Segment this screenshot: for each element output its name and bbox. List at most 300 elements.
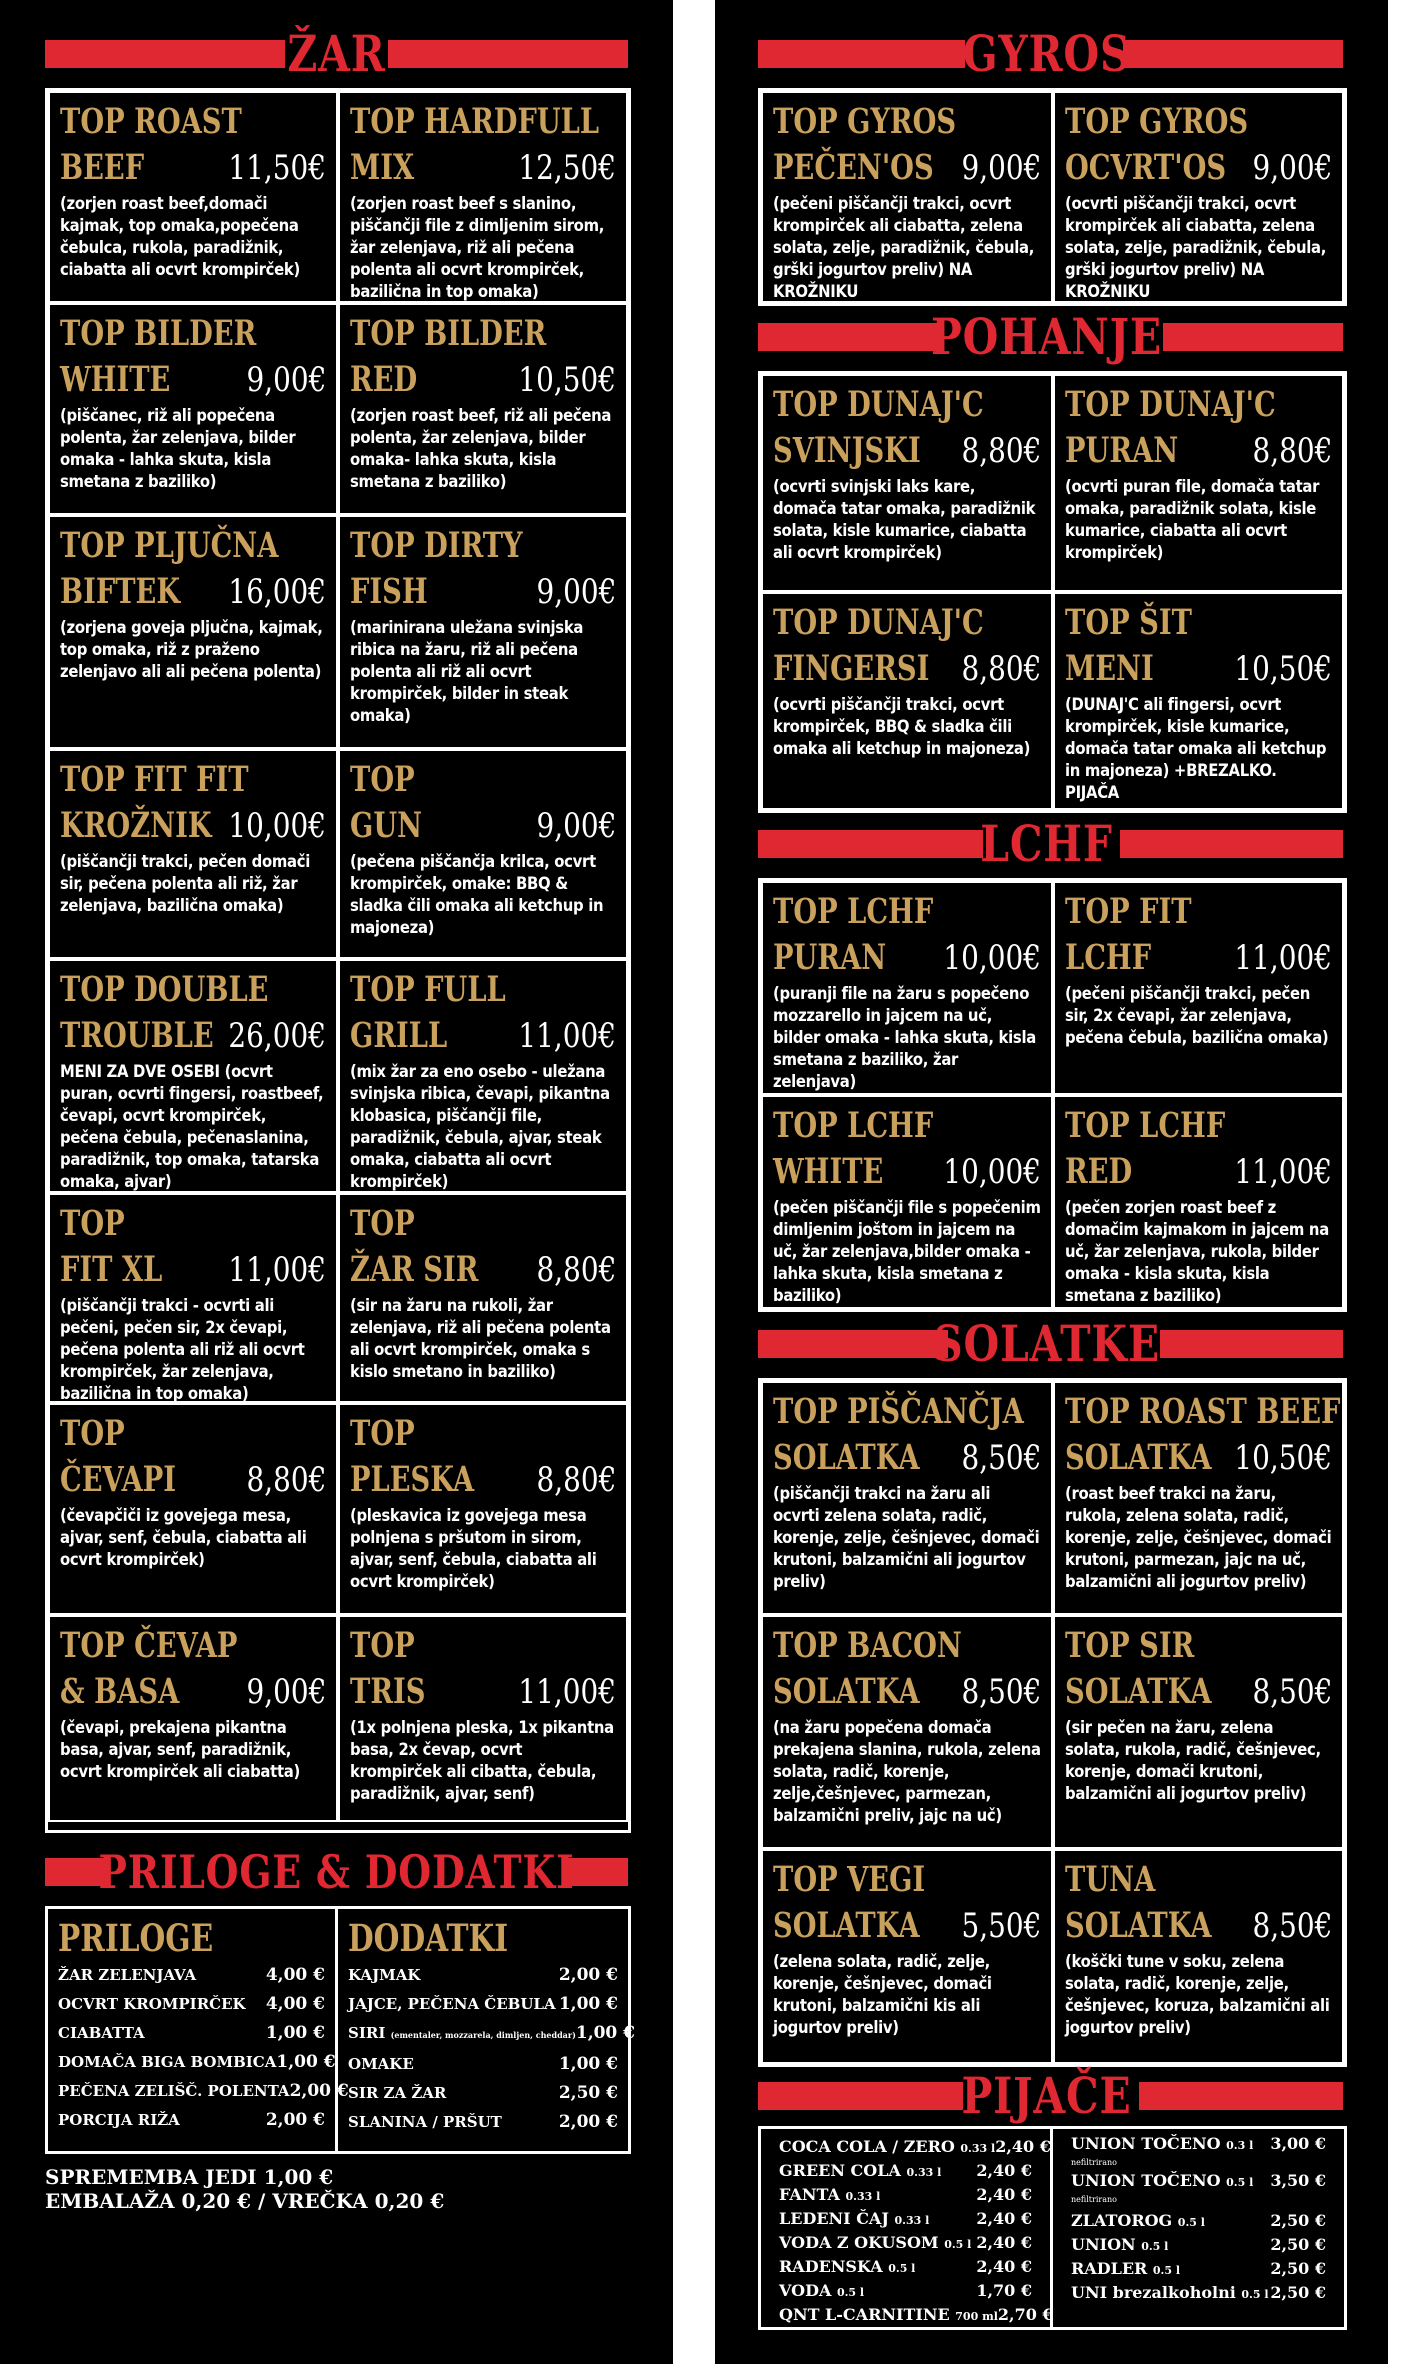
price-row xyxy=(348,1990,618,2019)
item-name: TOP BILDER xyxy=(60,313,257,354)
drink-row xyxy=(779,2137,1051,2159)
item-description: (ocvrti piščančji trakci, ocvrt krompirček, BBQ & sladka čili omaka ali ketchup in majoneza) xyxy=(773,695,1031,758)
section-header-solatke xyxy=(715,1314,1388,1373)
item-description: (čevapi, prekajena pikantna basa, ajvar, senf, paradižnik, ocvrt krompirček ali ciabatta) xyxy=(60,1718,300,1781)
section-title: SOLATKE xyxy=(933,1314,1160,1373)
menu-item xyxy=(1053,881,1344,1095)
item-name: MENI xyxy=(1065,648,1154,689)
price-row-name: SIRI (ementaler, mozzarela, dimljen, cheddar) xyxy=(348,2024,576,2042)
item-price: 12,50€ xyxy=(518,148,616,188)
item-name-line-2 xyxy=(773,145,1041,191)
drink-row xyxy=(779,2305,1054,2327)
menu-item xyxy=(1053,1095,1344,1309)
item-name: SOLATKA xyxy=(1065,1437,1212,1478)
item-name: TOP BACON xyxy=(773,1625,962,1666)
item-price: 11,50€ xyxy=(228,148,326,188)
price-row xyxy=(58,1961,325,1990)
drink-row xyxy=(779,2257,1032,2279)
item-name-line-2 xyxy=(1065,1435,1332,1481)
item-description: (roast beef trakci na žaru, rukola, zelena solata, radič, korenje, zelje, češnjevec, domači krutoni, parmezan, jajc na uč, balzamični ali jogurtov preliv) xyxy=(1065,1484,1332,1591)
drink-note: nefiltrirano xyxy=(1071,2195,1117,2204)
drink-name: UNION TOČENO 0.3 l nefiltrirano xyxy=(1071,2134,1254,2167)
item-price: 11,00€ xyxy=(1234,938,1332,978)
price-row-name: PORCIJA RIŽA xyxy=(58,2111,180,2129)
lchf-grid xyxy=(758,878,1347,1312)
price-row-name: JAJCE, PEČENA ČEBULA xyxy=(348,1995,556,2013)
item-description: (pečen piščančji file s popečenim dimljenim joštom in jajcem na uč, žar zelenjava,bilder omaka - lahka skuta, kisla smetana z baziliko) xyxy=(773,1198,1041,1305)
item-description: (sir pečen na žaru, zelena solata, rukola, radič, češnjevec, korenje, domači krutoni, balzamični ali jogurtov preliv) xyxy=(1065,1718,1321,1803)
drinks-soft-list xyxy=(761,2129,1053,2327)
price-row xyxy=(58,2077,349,2106)
price-row-price: 1,00 € xyxy=(558,1994,618,2014)
item-name-line-2 xyxy=(350,145,616,191)
item-price: 9,00€ xyxy=(536,806,616,846)
item-name: SOLATKA xyxy=(1065,1671,1212,1712)
item-price: 10,50€ xyxy=(1234,1438,1332,1478)
drink-row xyxy=(1071,2259,1326,2281)
menu-panel-right xyxy=(715,0,1388,2364)
price-row-name: KAJMAK xyxy=(348,1966,421,1984)
drink-price: 2,40 € xyxy=(976,2257,1032,2276)
item-name: BIFTEK xyxy=(60,571,181,612)
item-name-line-2 xyxy=(60,1013,326,1059)
item-name: TOP xyxy=(350,759,415,800)
item-name: MIX xyxy=(350,147,415,188)
price-row-price: 2,00 € xyxy=(265,2110,325,2130)
item-name: TRIS xyxy=(350,1671,426,1712)
dodatki-box xyxy=(338,1909,636,2151)
item-name-line-2 xyxy=(773,1435,1041,1481)
price-row-price: 1,00 € xyxy=(558,2054,618,2074)
price-row xyxy=(58,2106,325,2135)
section-header-zar xyxy=(0,24,673,83)
item-name-line-2 xyxy=(350,803,616,849)
item-name-line-2 xyxy=(60,803,326,849)
item-name: FINGERSI xyxy=(773,648,930,689)
item-name: PURAN xyxy=(1065,430,1179,471)
item-description: (čevapčiči iz govejega mesa, ajvar, senf, čebula, ciabatta ali ocvrt krompirček) xyxy=(60,1506,307,1569)
item-description: (zelena solata, radič, zelje, korenje, češnjevec, domači krutoni, balzamični kis ali jogurtov preliv) xyxy=(773,1952,992,2037)
item-name: TOP xyxy=(60,1413,125,1454)
item-description: (pečeni piščančji trakci, ocvrt krompirček ali ciabatta, zelena solata, zelje, paradižnik, čebula, grški jogurtov preliv) NA KROŽNIKU xyxy=(773,194,1035,301)
item-description: (pečeni piščančji trakci, pečen sir, 2x čevapi, žar zelenjava, pečena čebula, bazilična omaka) xyxy=(1065,984,1329,1047)
menu-item xyxy=(1053,1381,1344,1615)
drink-price: 2,40 € xyxy=(976,2185,1032,2204)
item-name: TOP LCHF xyxy=(773,891,934,932)
item-name-line-2 xyxy=(773,1149,1041,1195)
item-description: (DUNAJ'C ali fingersi, ocvrt krompirček, kisle kumarice, domača tatar omaka ali ketchup in majoneza) +BREZALKO. PIJAČA xyxy=(1065,695,1327,802)
item-name-line-2 xyxy=(1065,935,1332,981)
item-price: 8,80€ xyxy=(961,431,1041,471)
item-price: 8,50€ xyxy=(961,1672,1041,1712)
section-title: ŽAR xyxy=(287,24,386,83)
item-description: (mix žar za eno osebo - uležana svinjska ribica, čevapi, pikantna klobasica, piščančji file, paradižnik, čebula, ajvar, steak omaka, ciabatta ali ocvrt krompirček) xyxy=(350,1062,610,1191)
drink-row xyxy=(1071,2235,1326,2257)
item-description: MENI ZA DVE OSEBI (ocvrt puran, ocvrti fingersi, roastbeef, čevapi, ocvrt krompirček, pečena čebula, pečenaslanina, paradižnik, top omaka, tatarska omaka, ajvar) xyxy=(60,1062,324,1191)
menu-item xyxy=(1053,1849,1344,2064)
item-description: (puranji file na žaru s popečeno mozzarello in jajcem na uč, bilder omaka - lahka skuta, kisla smetana z baziliko, žar zelenjava) xyxy=(773,984,1036,1091)
gyros-grid xyxy=(758,88,1347,306)
drink-volume: 0.5 l xyxy=(1226,2176,1254,2189)
item-name: SOLATKA xyxy=(773,1671,920,1712)
menu-item xyxy=(48,959,338,1193)
item-price: 11,00€ xyxy=(518,1672,616,1712)
item-name: TOP GYROS xyxy=(1065,101,1249,142)
drink-row xyxy=(779,2281,1032,2303)
item-description: (piščanec, riž ali popečena polenta, žar zelenjava, bilder omaka - lahka skuta, kisla smetana z baziliko) xyxy=(60,406,296,491)
drink-volume: 0.33 l xyxy=(894,2214,930,2227)
item-price: 9,00€ xyxy=(536,572,616,612)
item-name: TOP PIŠČANČJA xyxy=(773,1391,1024,1432)
item-description: (pečen zorjen roast beef z domačim kajmakom in jajcem na uč, žar zelenjava, rukola, bilder omaka - kisla skuta, kisla smetana z baziliko) xyxy=(1065,1198,1329,1305)
section-title: POHANJE xyxy=(931,307,1162,366)
item-name: TOP GYROS xyxy=(773,101,957,142)
drink-name: VODA 0.5 l xyxy=(779,2281,865,2300)
drink-volume: 0.33 l xyxy=(960,2142,996,2155)
item-price: 11,00€ xyxy=(518,1016,616,1056)
price-row xyxy=(348,1961,618,1990)
price-row-name: DOMAČA BIGA BOMBICA xyxy=(58,2053,277,2071)
item-name: TOP DUNAJ'C xyxy=(773,602,984,643)
solatke-grid xyxy=(758,1378,1347,2067)
price-row xyxy=(348,2108,618,2137)
item-price: 8,80€ xyxy=(961,649,1041,689)
item-name: FISH xyxy=(350,571,428,612)
item-name: FIT XL xyxy=(60,1249,163,1290)
item-name: TOP HARDFULL xyxy=(350,101,600,142)
drink-name: UNI brezalkoholni 0.5 l xyxy=(1071,2283,1269,2302)
drink-price: 3,00 € xyxy=(1270,2134,1326,2153)
item-name: TOP BILDER xyxy=(350,313,547,354)
item-price: 10,00€ xyxy=(943,1152,1041,1192)
price-row-price: 2,00 € xyxy=(558,2112,618,2132)
menu-item xyxy=(761,1381,1053,1615)
price-row-price: 1,00 € xyxy=(575,2023,636,2043)
drink-price: 2,50 € xyxy=(1270,2211,1326,2230)
item-description: (zorjen roast beef s slanino, piščančji file z dimljenim sirom, žar zelenjava, riž ali pečena polenta ali ocvrt krompirček, bazilična in top omaka) xyxy=(350,194,605,301)
menu-item xyxy=(761,592,1053,810)
item-name: KROŽNIK xyxy=(60,805,212,846)
price-row-price: 4,00 € xyxy=(265,1994,325,2014)
item-price: 26,00€ xyxy=(228,1016,326,1056)
item-price: 8,50€ xyxy=(1252,1906,1332,1946)
item-name-line-2 xyxy=(1065,1149,1332,1195)
priloge-heading: PRILOGE xyxy=(58,1916,214,1960)
menu-item xyxy=(338,1615,628,1822)
item-price: 10,00€ xyxy=(943,938,1041,978)
item-name-line-2 xyxy=(1065,1903,1332,1949)
item-price: 10,00€ xyxy=(228,806,326,846)
item-name-line-2 xyxy=(60,569,326,615)
item-description: (ocvrti svinjski laks kare, domača tatar omaka, paradižnik solata, kisle kumarice, ciabatta ali ocvrt krompirček) xyxy=(773,477,1036,562)
price-row-name: OMAKE xyxy=(348,2055,414,2073)
item-name: PLESKA xyxy=(350,1459,475,1500)
item-name: PURAN xyxy=(773,937,887,978)
item-description: (pečena piščančja krilca, ocvrt krompirček, omake: BBQ & sladka čili omaka ali ketchup in majoneza) xyxy=(350,852,604,937)
drink-volume: 0.5 l xyxy=(1177,2216,1205,2229)
drink-name: COCA COLA / ZERO 0.33 l xyxy=(779,2137,996,2156)
item-name: PEČEN'OS xyxy=(773,147,934,188)
item-description: (na žaru popečena domača prekajena slanina, rukola, zelena solata, radič, korenje, zelje,češnjevec, parmezan, balzamični preliv, jajc na uč) xyxy=(773,1718,1041,1825)
item-name: ŽAR SIR xyxy=(350,1249,479,1290)
item-name-line-2 xyxy=(350,569,616,615)
item-name: SOLATKA xyxy=(773,1905,920,1946)
item-description: (pleskavica iz govejega mesa polnjena s pršutom in sirom, ajvar, senf, čebula, ciabatta ali ocvrt krompirček) xyxy=(350,1506,597,1591)
item-name: TOP LCHF xyxy=(773,1105,934,1146)
price-row-name: OCVRT KROMPIRČEK xyxy=(58,1995,246,2013)
menu-item xyxy=(48,749,338,959)
drink-volume: 0.5 l xyxy=(836,2286,865,2299)
menu-item xyxy=(338,959,628,1193)
drink-name: ZLATOROG 0.5 l xyxy=(1071,2211,1205,2230)
item-description: (piščančji trakci, pečen domači sir, pečena polenta ali riž, žar zelenjava, bazilična omaka) xyxy=(60,852,311,915)
item-name-line-2 xyxy=(350,1247,616,1293)
item-name: & BASA xyxy=(60,1671,180,1712)
menu-item xyxy=(1053,1615,1344,1849)
price-row-name: SIR ZA ŽAR xyxy=(348,2084,447,2102)
item-description: (ocvrti piščančji trakci, ocvrt krompirček ali ciabatta, zelena solata, zelje, paradižnik, čebula, grški jogurtov preliv) NA KROŽNIKU xyxy=(1065,194,1327,301)
item-name: TOP VEGI xyxy=(773,1859,926,1900)
dodatki-list xyxy=(348,1961,636,2137)
item-price: 9,00€ xyxy=(1252,148,1332,188)
item-description: (marinirana uležana svinjska ribica na žaru, riž ali pečena polenta ali riž ali ocvrt krompirček, bilder in steak omaka) xyxy=(350,618,584,725)
price-row-name: SLANINA / PRŠUT xyxy=(348,2113,502,2131)
drink-name: UNION 0.5 l xyxy=(1071,2235,1169,2254)
drink-volume: 0.33 l xyxy=(845,2190,881,2203)
item-name: TOP FULL xyxy=(350,969,506,1010)
footer-line-1: SPREMEMBA JEDI 1,00 € xyxy=(45,2165,334,2189)
item-name: TOP ROAST BEEF xyxy=(1065,1391,1341,1432)
menu-item xyxy=(761,1095,1053,1309)
price-row xyxy=(58,2019,325,2048)
menu-item xyxy=(48,91,338,303)
item-name: TOP ČEVAP xyxy=(60,1625,238,1666)
item-name-line-2 xyxy=(773,935,1041,981)
item-name: ČEVAPI xyxy=(60,1459,177,1500)
item-name-line-2 xyxy=(773,646,1041,692)
drink-price: 3,50 € xyxy=(1270,2171,1326,2190)
item-price: 8,80€ xyxy=(536,1460,616,1500)
price-row-price: 1,00 € xyxy=(276,2052,336,2072)
item-price: 9,00€ xyxy=(246,360,326,400)
menu-item xyxy=(761,1615,1053,1849)
drink-price: 2,40 € xyxy=(995,2137,1051,2156)
drink-volume: 700 ml xyxy=(955,2310,998,2323)
item-price: 9,00€ xyxy=(246,1672,326,1712)
drink-note: nefiltrirano xyxy=(1071,2158,1117,2167)
item-price: 11,00€ xyxy=(228,1250,326,1290)
price-row-price: 2,00 € xyxy=(289,2081,349,2101)
item-description: (sir na žaru na rukoli, žar zelenjava, riž ali pečena polenta ali ocvrt krompirček, omaka s kislo smetano in baziliko) xyxy=(350,1296,611,1381)
drink-row xyxy=(1071,2134,1326,2170)
item-name-line-2 xyxy=(1065,145,1332,191)
item-name-line-2 xyxy=(60,1247,326,1293)
drink-name: RADENSKA 0.5 l xyxy=(779,2257,916,2276)
item-name: SVINJSKI xyxy=(773,430,921,471)
menu-item xyxy=(338,91,628,303)
drink-name: GREEN COLA 0.33 l xyxy=(779,2161,942,2180)
pohanje-grid xyxy=(758,371,1347,813)
item-price: 9,00€ xyxy=(961,148,1041,188)
price-row xyxy=(58,1990,325,2019)
drink-volume: 0.5 l xyxy=(1241,2288,1269,2301)
item-name-line-2 xyxy=(1065,646,1332,692)
menu-item xyxy=(1053,592,1344,810)
item-name: TROUBLE xyxy=(60,1015,214,1056)
item-price: 11,00€ xyxy=(1234,1152,1332,1192)
dodatki-heading: DODATKI xyxy=(348,1916,509,1960)
item-description: (piščančji trakci na žaru ali ocvrti zelena solata, radič, korenje, zelje, češnjevec, domači krutoni, balzamični ali jogurtov preliv) xyxy=(773,1484,1040,1591)
price-row xyxy=(348,2019,636,2050)
item-name: TOP DIRTY xyxy=(350,525,523,566)
drinks-beer-list xyxy=(1053,2129,1344,2327)
section-header-lchf xyxy=(715,814,1388,873)
drink-row xyxy=(1071,2283,1326,2305)
item-name: TOP FIT FIT xyxy=(60,759,249,800)
item-description: (zorjen roast beef,domači kajmak, top omaka,popečena čebulca, rukola, paradižnik, ciabatta ali ocvrt krompirček) xyxy=(60,194,300,279)
item-name: TOP DOUBLE xyxy=(60,969,269,1010)
section-header-pijace xyxy=(715,2066,1388,2125)
item-name: TOP xyxy=(350,1203,415,1244)
item-name-line-2 xyxy=(773,428,1041,474)
item-price: 5,50€ xyxy=(961,1906,1041,1946)
price-row-name: CIABATTA xyxy=(58,2024,145,2042)
item-name-line-2 xyxy=(1065,1669,1332,1715)
menu-item xyxy=(338,303,628,515)
menu-item xyxy=(1053,91,1344,303)
drink-row xyxy=(779,2233,1032,2255)
drink-name: QNT L-CARNITINE 700 ml xyxy=(779,2305,998,2324)
drink-volume: 0.5 l xyxy=(1152,2264,1181,2277)
section-header-pohanje xyxy=(715,307,1388,366)
item-name-line-2 xyxy=(60,1457,326,1503)
item-name: TOP DUNAJ'C xyxy=(773,384,984,425)
drink-name: FANTA 0.33 l xyxy=(779,2185,881,2204)
price-row-name: ŽAR ZELENJAVA xyxy=(58,1966,197,1984)
item-name: TOP ŠIT xyxy=(1065,602,1192,643)
price-row xyxy=(58,2048,336,2077)
item-price: 8,80€ xyxy=(246,1460,326,1500)
item-name: TOP LCHF xyxy=(1065,1105,1226,1146)
drink-name: RADLER 0.5 l xyxy=(1071,2259,1181,2278)
zar-menu-grid xyxy=(45,88,631,1833)
item-name: GRILL xyxy=(350,1015,448,1056)
section-title: LCHF xyxy=(980,814,1113,873)
item-price: 8,80€ xyxy=(536,1250,616,1290)
item-description: (piščančji trakci - ocvrti ali pečeni, pečen sir, 2x čevapi, pečena polenta ali riž ali ocvrt krompirček, žar zelenjava, bazilična in top omaka) xyxy=(60,1296,305,1403)
drink-row xyxy=(1071,2211,1326,2233)
drink-name: UNION TOČENO 0.5 l nefiltrirano xyxy=(1071,2171,1254,2204)
price-row-price: 2,50 € xyxy=(558,2083,618,2103)
menu-item xyxy=(48,1403,338,1615)
item-name: TOP FIT xyxy=(1065,891,1192,932)
price-row xyxy=(348,2079,618,2108)
price-row-name: PEČENA ZELIŠČ. POLENTA xyxy=(58,2082,290,2100)
menu-item xyxy=(761,374,1053,592)
menu-item xyxy=(1053,374,1344,592)
section-header-gyros xyxy=(715,24,1388,83)
drink-name: LEDENI ČAJ 0.33 l xyxy=(779,2209,930,2228)
item-price: 10,50€ xyxy=(518,360,616,400)
menu-item xyxy=(48,303,338,515)
price-row-note: (ementaler, mozzarela, dimljen, cheddar) xyxy=(390,2030,576,2040)
section-title: PIJAČE xyxy=(961,2066,1132,2125)
drink-row xyxy=(779,2209,1032,2231)
menu-item xyxy=(48,1193,338,1403)
menu-item xyxy=(761,91,1053,303)
item-name: SOLATKA xyxy=(773,1437,920,1478)
menu-item xyxy=(338,1403,628,1615)
item-price: 10,50€ xyxy=(1234,649,1332,689)
item-name: TOP DUNAJ'C xyxy=(1065,384,1276,425)
menu-item xyxy=(761,1849,1053,2064)
item-name-line-2 xyxy=(60,145,326,191)
price-row-price: 2,00 € xyxy=(558,1965,618,1985)
item-name: RED xyxy=(1065,1151,1133,1192)
priloge-list xyxy=(58,1961,349,2135)
item-name-line-2 xyxy=(350,1457,616,1503)
drink-price: 2,40 € xyxy=(976,2233,1032,2252)
item-description: (zorjen roast beef, riž ali pečena polenta, žar zelenjava, bilder omaka- lahka skuta, kisla smetana z baziliko) xyxy=(350,406,612,491)
item-name-line-2 xyxy=(60,1669,326,1715)
menu-item xyxy=(338,515,628,749)
drink-price: 2,50 € xyxy=(1270,2283,1326,2302)
pijace-grid xyxy=(758,2126,1347,2330)
menu-item xyxy=(48,1615,338,1822)
drink-row xyxy=(779,2185,1032,2207)
section-title: GYROS xyxy=(962,24,1131,83)
drink-price: 1,70 € xyxy=(976,2281,1032,2300)
item-price: 8,50€ xyxy=(1252,1672,1332,1712)
item-name: WHITE xyxy=(773,1151,884,1192)
section-title: PRILOGE & DODATKI xyxy=(98,1845,575,1899)
drink-name: VODA Z OKUSOM 0.5 l xyxy=(779,2233,972,2252)
item-name: TUNA xyxy=(1065,1859,1156,1900)
item-name: WHITE xyxy=(60,359,171,400)
menu-item xyxy=(338,1193,628,1403)
item-name: SOLATKA xyxy=(1065,1905,1212,1946)
item-name: OCVRT'OS xyxy=(1065,147,1227,188)
item-description: (zorjena goveja pljučna, kajmak, top omaka, riž z praženo zelenjavo ali ali pečena polenta) xyxy=(60,618,323,681)
drink-price: 2,50 € xyxy=(1270,2259,1326,2278)
section-header-priloge xyxy=(0,1845,673,1899)
item-name: TOP SIR xyxy=(1065,1625,1195,1666)
footer-line-2: EMBALAŽA 0,20 € / VREČKA 0,20 € xyxy=(45,2189,445,2213)
drink-price: 2,40 € xyxy=(976,2209,1032,2228)
item-name: BEEF xyxy=(60,147,145,188)
item-name: LCHF xyxy=(1065,937,1152,978)
item-description: (ocvrti puran file, domača tatar omaka, paradižnik solata, kisle kumarice, ciabatta ali ocvrt krompirček) xyxy=(1065,477,1320,562)
item-name: TOP xyxy=(350,1413,415,1454)
drink-volume: 0.33 l xyxy=(906,2166,942,2179)
drink-price: 2,70 € xyxy=(997,2305,1054,2324)
priloge-box xyxy=(48,1909,349,2151)
item-name: GUN xyxy=(350,805,423,846)
menu-item xyxy=(338,749,628,959)
item-name-line-2 xyxy=(350,1013,616,1059)
item-price: 16,00€ xyxy=(228,572,326,612)
price-row xyxy=(348,2050,618,2079)
item-description: (1x polnjena pleska, 1x pikantna basa, 2x čevap, ocvrt krompirček ali cibatta, čebula, paradižnik, ajvar, senf) xyxy=(350,1718,614,1803)
item-description: (koščki tune v soku, zelena solata, radič, korenje, zelje, češnjevec, koruza, balzamični ali jogurtov preliv) xyxy=(1065,1952,1330,2037)
drink-volume: 0.5 l xyxy=(888,2262,916,2275)
item-name: TOP ROAST xyxy=(60,101,242,142)
item-name: TOP xyxy=(60,1203,125,1244)
item-price: 8,50€ xyxy=(961,1438,1041,1478)
item-name: TOP PLJUČNA xyxy=(60,525,279,566)
item-name: TOP xyxy=(350,1625,415,1666)
item-name-line-2 xyxy=(1065,428,1332,474)
